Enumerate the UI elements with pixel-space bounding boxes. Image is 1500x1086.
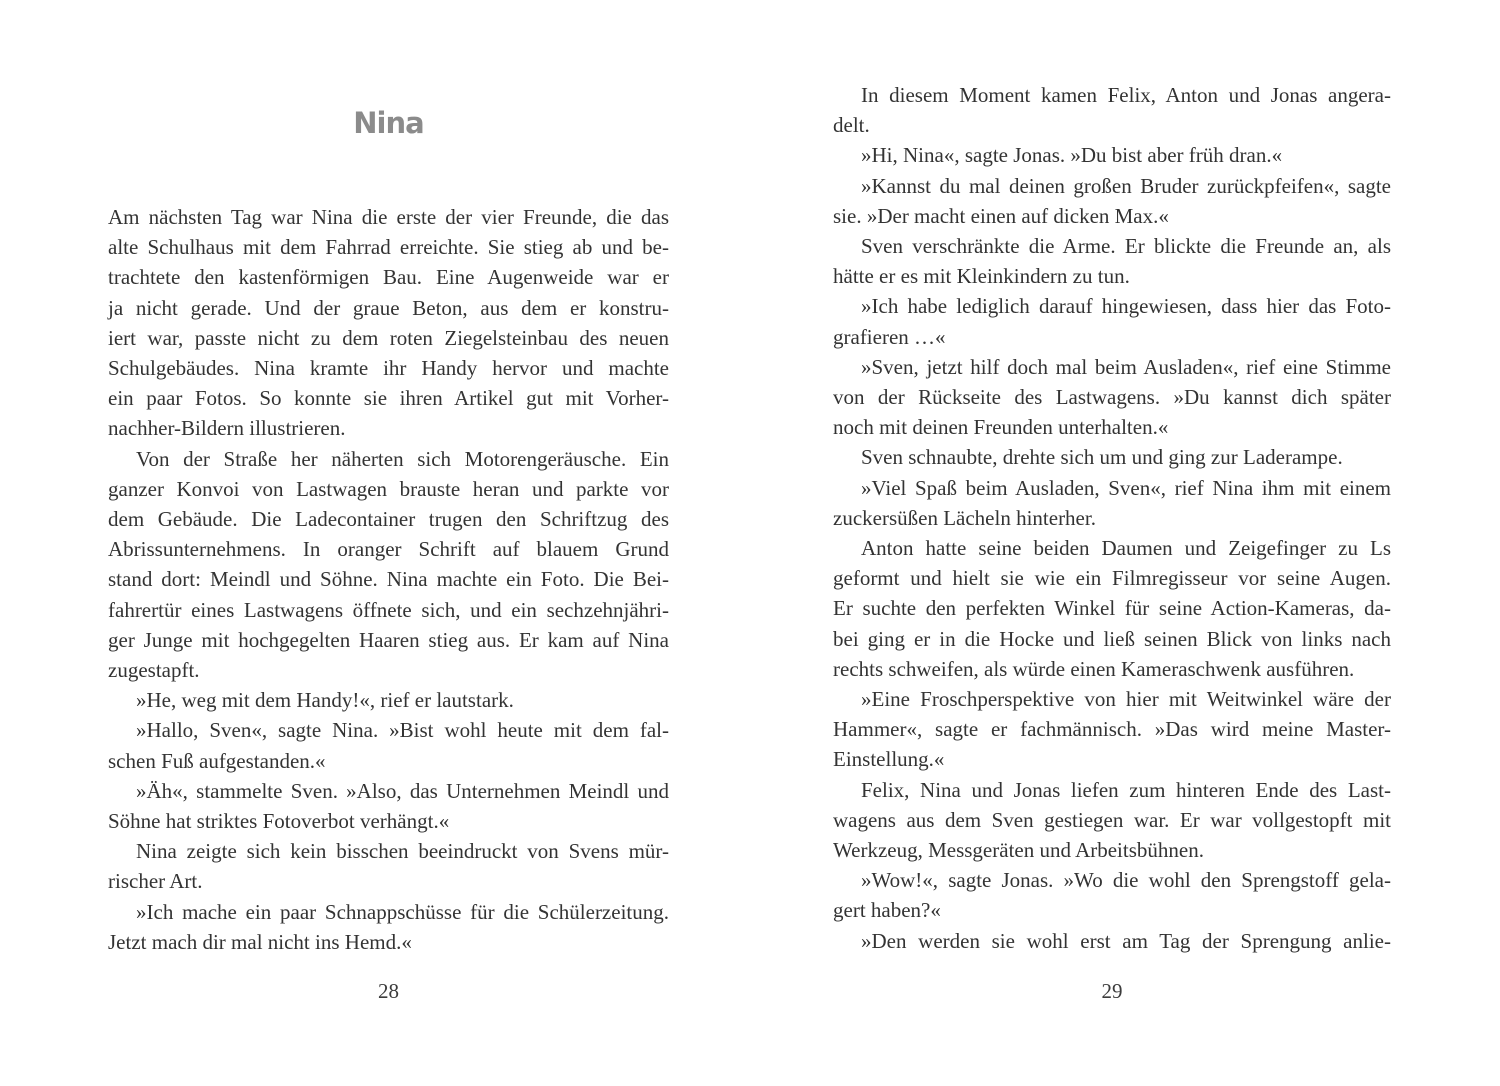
chapter-title: Nina: [353, 106, 424, 140]
text-line: Sven verschränkte die Arme. Er blickte die Freunde an, als: [861, 234, 1391, 259]
text-line: »Wow!«, sagte Jonas. »Wo die wohl den Sprengstoff gela-: [861, 868, 1391, 893]
text-line: »Sven, jetzt hilf doch mal beim Ausladen«, rief eine Stimme: [861, 354, 1391, 379]
text-line: »Ich mache ein paar Schnappschüsse für die Schülerzeitung.: [136, 899, 669, 924]
text-line: Einstellung.«: [833, 747, 945, 772]
text-line: von der Rückseite des Lastwagens. »Du kannst dich später: [833, 385, 1391, 410]
text-line: »Den werden sie wohl erst am Tag der Sprengung anlie-: [861, 928, 1391, 953]
text-line: Abrissunternehmens. In oranger Schrift auf blauem Grund: [108, 537, 669, 562]
text-line: gert haben?«: [833, 898, 941, 923]
page-number-right: 29: [1101, 979, 1123, 1003]
text-line: nachher-Bildern illustrieren.: [108, 416, 346, 441]
text-line: »Viel Spaß beim Ausladen, Sven«, rief Nina ihm mit einem: [861, 475, 1391, 500]
text-line: zugestapft.: [108, 658, 200, 683]
page-right-text: [833, 80, 1391, 956]
text-line: delt.: [833, 113, 870, 138]
text-line: Nina zeigte sich kein bisschen beeindruckt von Svens mür-: [136, 839, 669, 864]
text-line: Von der Straße her näherten sich Motorengeräusche. Ein: [136, 446, 669, 471]
text-line: alte Schulhaus mit dem Fahrrad erreichte. Sie stieg ab und be-: [108, 235, 669, 260]
text-line: Am nächsten Tag war Nina die erste der vier Freunde, die das: [108, 205, 669, 229]
text-line: dem Gebäude. Die Ladecontainer trugen den Schriftzug des: [108, 507, 669, 532]
text-line: trachtete den kastenförmigen Bau. Eine Augenweide war er: [108, 265, 669, 290]
text-line: Schulgebäudes. Nina kramte ihr Handy hervor und machte: [108, 356, 669, 381]
text-line: rechts schweifen, als würde einen Kameraschwenk ausführen.: [833, 656, 1355, 681]
text-line: grafieren …«: [833, 324, 946, 349]
text-line: sie. »Der macht einen auf dicken Max.«: [833, 203, 1169, 228]
page-number-left: 28: [378, 979, 399, 1003]
text-line: bei ging er in die Hocke und ließ seinen Blick von links nach: [833, 626, 1391, 651]
text-line: iert war, passte nicht zu dem roten Ziegelsteinbau des neuen: [108, 325, 669, 350]
text-line: Anton hatte seine beiden Daumen und Zeigefinger zu Ls: [861, 536, 1391, 561]
text-line: stand dort: Meindl und Söhne. Nina machte ein Foto. Die Bei-: [108, 567, 669, 592]
text-line: ger Junge mit hochgegelten Haaren stieg aus. Er kam auf Nina: [108, 627, 669, 652]
text-line: Hammer«, sagte er fachmännisch. »Das wird meine Master-: [833, 717, 1391, 742]
text-line: »He, weg mit dem Handy!«, rief er lautstark.: [136, 688, 514, 713]
text-line: schen Fuß aufgestanden.«: [108, 748, 326, 773]
text-line: Er suchte den perfekten Winkel für seine Action-Kameras, da-: [833, 596, 1391, 621]
text-line: hätte er es mit Kleinkindern zu tun.: [833, 264, 1130, 289]
text-line: »Ich habe lediglich darauf hingewiesen, dass hier das Foto-: [861, 294, 1391, 319]
text-line: fahrertür eines Lastwagens öffnete sich, und ein sechzehnjähri-: [108, 597, 669, 622]
text-line: zuckersüßen Lächeln hinterher.: [833, 505, 1096, 530]
text-line: Werkzeug, Messgeräten und Arbeitsbühnen.: [833, 838, 1204, 863]
text-line: In diesem Moment kamen Felix, Anton und Jonas angera-: [861, 83, 1391, 107]
text-line: Sven schnaubte, drehte sich um und ging zur Laderampe.: [861, 445, 1343, 470]
text-line: noch mit deinen Freunden unterhalten.«: [833, 415, 1169, 440]
text-line: »Hi, Nina«, sagte Jonas. »Du bist aber früh dran.«: [861, 143, 1283, 168]
page-left-text: [108, 202, 669, 957]
text-line: Felix, Nina und Jonas liefen zum hinteren Ende des Last-: [861, 777, 1391, 802]
text-line: wagens aus dem Sven gestiegen war. Er war vollgestopft mit: [833, 807, 1391, 832]
text-line: »Äh«, stammelte Sven. »Also, das Unternehmen Meindl und: [136, 778, 669, 803]
text-line: ein paar Fotos. So konnte sie ihren Artikel gut mit Vorher-: [108, 386, 669, 411]
text-line: Jetzt mach dir mal nicht ins Hemd.«: [108, 929, 412, 954]
text-line: rischer Art.: [108, 869, 203, 894]
text-line: »Hallo, Sven«, sagte Nina. »Bist wohl heute mit dem fal-: [136, 718, 669, 743]
text-line: »Eine Froschperspektive von hier mit Weitwinkel wäre der: [861, 687, 1391, 712]
text-line: Söhne hat striktes Fotoverbot verhängt.«: [108, 809, 450, 834]
text-line: geformt und hielt sie wie ein Filmregisseur vor seine Augen.: [833, 566, 1391, 591]
text-line: ja nicht gerade. Und der graue Beton, aus dem er konstru-: [108, 295, 669, 320]
text-line: »Kannst du mal deinen großen Bruder zurückpfeifen«, sagte: [861, 173, 1391, 198]
text-line: ganzer Konvoi von Lastwagen brauste heran und parkte vor: [108, 476, 669, 501]
